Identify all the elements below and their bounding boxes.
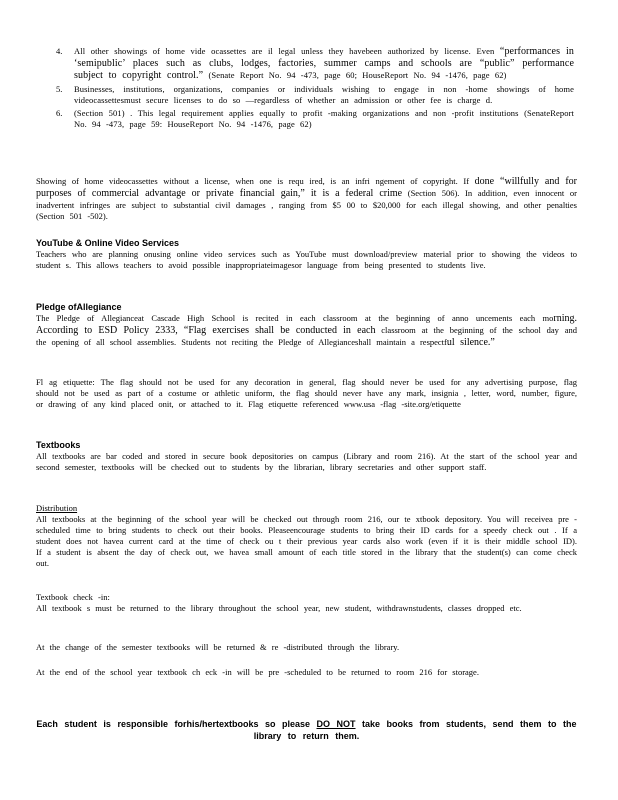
list-number: 6. — [56, 108, 63, 118]
responsibility-notice — [36, 718, 577, 742]
pledge-pre: The Pledge of Allegianceat Cascade High School is recited in each classroom at the beginning of anno uncements each mo — [36, 313, 554, 323]
list-item-4 — [56, 46, 574, 82]
notice-pre: Each student is responsible forhis/hertextbooks so please — [36, 719, 310, 729]
checkin-heading: Textbook check -in: — [36, 592, 110, 602]
pledge-mid: classroom at the beginning of the school day and the opening of all school assemblies. Students not reciting the Pledge of Allegianceshall maintain a respectf — [36, 325, 578, 347]
flag-etiquette-paragraph: Fl ag etiquette: The flag should not be used for any decoration in general, flag should never be used for any advertising purpose, flag should not be used as part of a costume or athletic uniform, the flag should never have any mark, insignia , letter, word, number, figure, or drawing of any kind placed onit, or attached to it. Flag etiquette referenced www.usa -flag -site.org/etiquette — [36, 377, 577, 409]
distribution-heading: Distribution — [36, 503, 78, 513]
checkin-section — [36, 592, 577, 614]
list-number: 4. — [56, 46, 63, 56]
showing-post: (Section 506). In addition, even innocent or inadvertent infringes are subject to substantial civil damages , ranging from $5 00 to $20,000 for each illegal showing, and other penalties (Section 501 -502). — [36, 188, 578, 221]
textbooks-text: All textbooks are bar coded and stored in secure book depositories on campus (Library and room 216). At the start of the school year and second semester, textbooks will be checked out to students by the librarian, library secretaries and other support staff. — [36, 451, 577, 472]
pledge-quote: rning. According to ESD Policy 2333, “Flag exercises shall be conducted in each — [36, 313, 577, 336]
distribution-text: All textbooks at the beginning of the school year will be checked out through room 216, our te xtbook depository. You will receivea pre -scheduled time to bring students to check out their books. Pleaseencourage students to bring their ID cards for a speedy check out . If a student does not havea current card at the time of check ou t their previous year cards also work (even if it is their middle school ID). If a student is absent the day of check out, we havea small amount of each title stored in the library that the student(s) can come check out. — [36, 514, 577, 568]
checkin-text: All textbook s must be returned to the library throughout the school year, new student, withdrawnstudents, classes dropped etc. — [36, 603, 522, 613]
showing-pre: Showing of home videocassettes without a license, when one is requ ired, is an infri ngement of copyright. If — [36, 176, 470, 186]
showing-paragraph — [36, 176, 577, 222]
pledge-quote-end: ul silence.” — [446, 337, 495, 348]
pledge-heading: Pledge ofAllegiance — [36, 302, 122, 312]
list-item-4-citation: (Senate Report No. 94 -473, page 60; HouseReport No. 94 -1476, page 62) — [208, 70, 507, 80]
yearend-paragraph: At the end of the school year textbook ch eck -in will be pre -scheduled to be returned to room 216 for storage. — [36, 667, 479, 677]
list-item-text — [74, 46, 574, 82]
semester-paragraph: At the change of the semester textbooks will be returned & re -distributed through the library. — [36, 642, 400, 652]
notice-emphasis: DO NOT — [316, 719, 356, 729]
list-item-text: Businesses, institutions, organizations, companies or individuals wishing to engage in non -home showings of home videocassettesmust secure licenses to do so —regardless of whether an admission or other fee is charge d. — [74, 84, 574, 105]
textbooks-section — [36, 440, 577, 473]
notice-post: take books from students, send them to the library to return them. — [253, 719, 577, 741]
textbooks-heading: Textbooks — [36, 440, 81, 450]
showing-quote: done “willfully and for purposes of commercial advantage or private financial gain,” it is a federal crime — [36, 176, 578, 199]
youtube-heading: YouTube & Online Video Services — [36, 238, 180, 248]
numbered-list — [56, 46, 574, 132]
list-item-6 — [56, 108, 574, 130]
list-item-4-pre: All other showings of home vide ocassettes are il legal unless they havebeen authorized by license. Even — [74, 46, 495, 56]
list-number: 5. — [56, 84, 63, 94]
youtube-text: Teachers who are planning onusing online video services such as YouTube must download/preview material prior to showing the videos to student s. This allows teachers to avoid possible inappropriateimagesor language from being presented to students live. — [36, 249, 577, 270]
distribution-section — [36, 503, 577, 569]
pledge-text — [36, 313, 577, 349]
youtube-section — [36, 238, 577, 271]
list-item-text: (Section 501) . This legal requirement applies equally to profit -making organizations and non -profit institutions (SenateReport No. 94 -473, page 59: HouseReport No. 94 -1476, page 62) — [74, 108, 574, 129]
list-item-4-quote: “performances in ‘semipublic’ places such as clubs, lodges, factories, summer camps and schools are “public” performance subject to copyright control.” — [74, 46, 574, 81]
pledge-section — [36, 302, 577, 349]
list-item-5 — [56, 84, 574, 106]
